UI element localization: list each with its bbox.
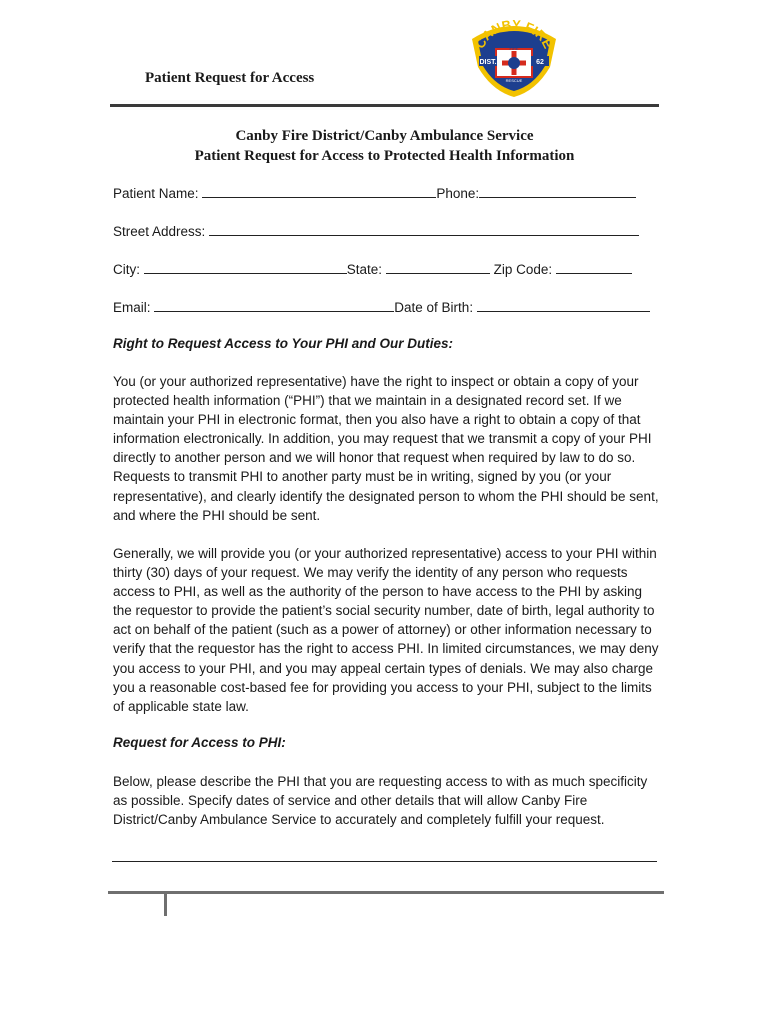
logo-right-text: 62 (536, 59, 544, 66)
header-title: Patient Request for Access (145, 70, 315, 86)
title-line-1: Canby Fire District/Canby Ambulance Service (235, 128, 534, 144)
document-title (110, 126, 659, 166)
email-field[interactable] (154, 298, 394, 312)
canby-fire-logo (466, 19, 562, 97)
phone-field[interactable] (479, 184, 636, 198)
street-field[interactable] (209, 222, 639, 236)
dob-field[interactable] (477, 298, 650, 312)
phone-label: Phone: (436, 186, 480, 201)
state-field[interactable] (386, 260, 490, 274)
row-street (113, 222, 639, 239)
title-line-2: Patient Request for Access to Protected Health Information (194, 148, 575, 164)
section1-p2: Generally, we will provide you (or your authorized representative) access to your PHI within thirty (30) days of your request. We may verify the identity of any person who requests access to PHI, as well as the authority of the person to have access to the PHI by asking the requestor to provide the patient’s social security number, date of birth, legal authority to act on behalf of the patient (such as a power of attorney) or other information necessary to verify that the requestor has the right to access PHI. In limited circumstances, we may deny you access to your PHI, and you may appeal certain types of denials. We may also charge you a reasonable cost-based fee for providing you access to your PHI, subject to the limits of applicable state law. (113, 546, 659, 714)
logo-bottom-small: RESCUE (505, 78, 523, 83)
patient-name-label: Patient Name: (113, 186, 199, 201)
section2-p1: Below, please describe the PHI that you are requesting access to with as much specificity as possible. Specify dates of service and other details that will allow Canby Fire District/Canby Ambulance Service to accurately and completely fulfill your request. (113, 774, 648, 828)
logo-top-small: FIRE (509, 46, 519, 51)
row-email-dob (113, 298, 650, 315)
patient-name-field[interactable] (202, 184, 436, 198)
logo-left-text: DIST. (479, 59, 497, 66)
zip-field[interactable] (556, 260, 632, 274)
city-label: City: (113, 262, 140, 277)
street-label: Street Address: (113, 224, 206, 239)
section1-heading: Right to Request Access to Your PHI and Our Duties: (113, 336, 454, 351)
section2-paragraph (113, 772, 663, 829)
footer-tick (164, 894, 167, 916)
dob-label: Date of Birth: (394, 300, 474, 315)
email-label: Email: (113, 300, 151, 315)
footer-rule (108, 891, 664, 894)
row-name-phone (113, 184, 636, 201)
section1-paragraph-2 (113, 544, 663, 716)
section2-heading: Request for Access to PHI: (113, 735, 286, 750)
section1-paragraph-1 (113, 372, 663, 525)
city-field[interactable] (144, 260, 347, 274)
logo-top-text: CANBY FIRE (472, 19, 556, 51)
state-label: State: (346, 262, 383, 277)
zip-label: Zip Code: (493, 262, 553, 277)
row-city-state-zip (113, 260, 632, 277)
header-rule (110, 104, 659, 107)
request-answer-line[interactable] (112, 861, 657, 862)
section1-p1: You (or your authorized representative) have the right to inspect or obtain a copy of your protected health information (“PHI”) that we maintain in a designated record set. If we maintain your PHI in electronic format, then you also have a right to obtain a copy of that information electronically. In addition, you may request that we transmit a copy of your PHI directly to another person and we will honor that request when required by law to do so. Requests to transmit PHI to another party must be in writing, signed by you (or your representative), and clearly identify the designated person to whom the PHI should be sent, and where the PHI should be sent. (113, 374, 659, 523)
